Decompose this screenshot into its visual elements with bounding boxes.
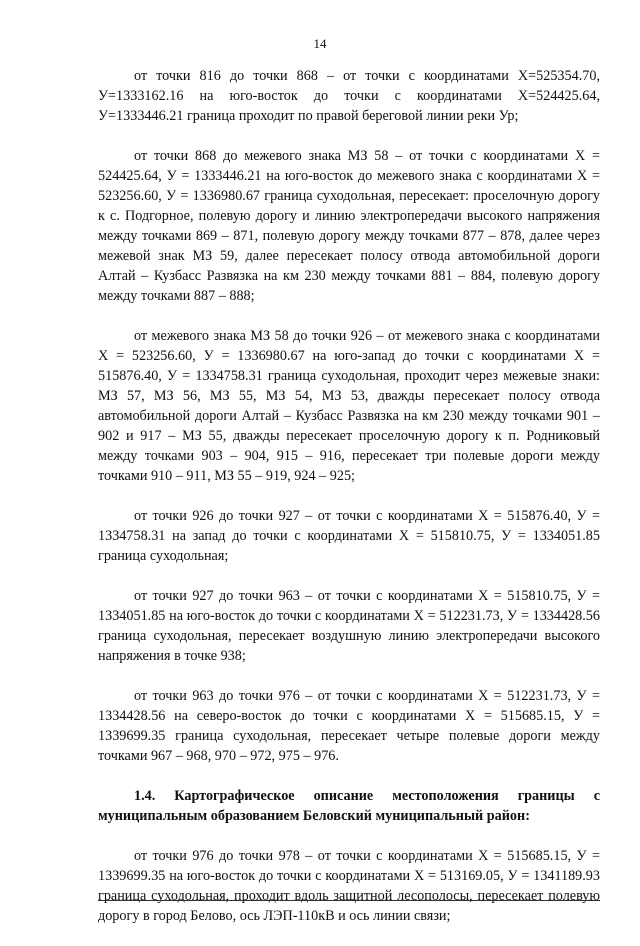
- boundary-paragraph-976-978: от точки 976 до точки 978 – от точки с координатами Х = 515685.15, У = 1339699.35 на юго-восток до точки с координатами Х = 513169.05, У = 1341189.93 граница суходольная, проходит вдоль защитной лесополосы, пересекает полевую дорогу в город Белово, ось ЛЭП-110кВ и ось линии связи;: [98, 848, 600, 924]
- page-bottom-rule: [98, 900, 600, 901]
- boundary-paragraph-927-963: от точки 927 до точки 963 – от точки с координатами Х = 515810.75, У = 1334051.85 на юго-восток до точки с координатами Х = 512231.73, У = 1334428.56 граница суходольная, пересекает воздушную линию электропередачи высокого напряжения в точке 938;: [98, 588, 600, 664]
- page-number: 14: [313, 36, 327, 51]
- boundary-paragraph-868-mz58: от точки 868 до межевого знака МЗ 58 – от точки с координатами Х = 524425.64, У = 1333446.21 на юго-восток до межевого знака с координатами Х = 523256.60, У = 1336980.67 граница суходольная, пересекает: проселочную дорогу к с. Подгорное, полевую дорогу и линию электропередачи высокого напряжения между точками 869 – 871, полевую дорогу между точками 877 – 878, далее через межевой знак МЗ 59, далее пересекает полосу отвода автомобильной дороги Алтай – Кузбасс Развязка на км 230 между точками 881 – 884, полевую дорогу между точками 887 – 888;: [98, 148, 600, 304]
- boundary-paragraph-816-868: от точки 816 до точки 868 – от точки с координатами Х=525354.70, У=1333162.16 на юго-восток до точки с координатами Х=524425.64, У=1333446.21 граница проходит по правой береговой линии реки Ур;: [98, 68, 600, 124]
- document-body: [98, 66, 600, 946]
- boundary-paragraph-mz58-926: от межевого знака МЗ 58 до точки 926 – от межевого знака с координатами Х = 523256.60, У = 1336980.67 на юго-запад до точки с координатами Х = 515876.40, У = 1334758.31 граница суходольная, проходит через межевые знаки: МЗ 57, МЗ 56, МЗ 55, МЗ 54, МЗ 53, дважды пересекает полосу отвода автомобильной дороги Алтай – Кузбасс Развязка на км 230 между точками 901 – 902 и 917 – МЗ 55, дважды пересекает проселочную дорогу к п. Родниковый между точками 903 – 904, 915 – 916, пересекает три полевые дороги между точками 910 – 911, МЗ 55 – 919, 924 – 925;: [98, 328, 600, 484]
- section-heading: 1.4. Картографическое описание местоположения границы с муниципальным образованием Беловский муниципальный район:: [98, 788, 600, 824]
- boundary-paragraph-926-927: от точки 926 до точки 927 – от точки с координатами Х = 515876.40, У = 1334758.31 на запад до точки с координатами Х = 515810.75, У = 1334051.85 граница суходольная;: [98, 508, 600, 564]
- boundary-paragraph-963-976: от точки 963 до точки 976 – от точки с координатами Х = 512231.73, У = 1334428.56 на северо-восток до точки с координатами Х = 515685.15, У = 1339699.35 граница суходольная, пересекает четыре полевые дороги между точками 967 – 968, 970 – 972, 975 – 976.: [98, 688, 600, 764]
